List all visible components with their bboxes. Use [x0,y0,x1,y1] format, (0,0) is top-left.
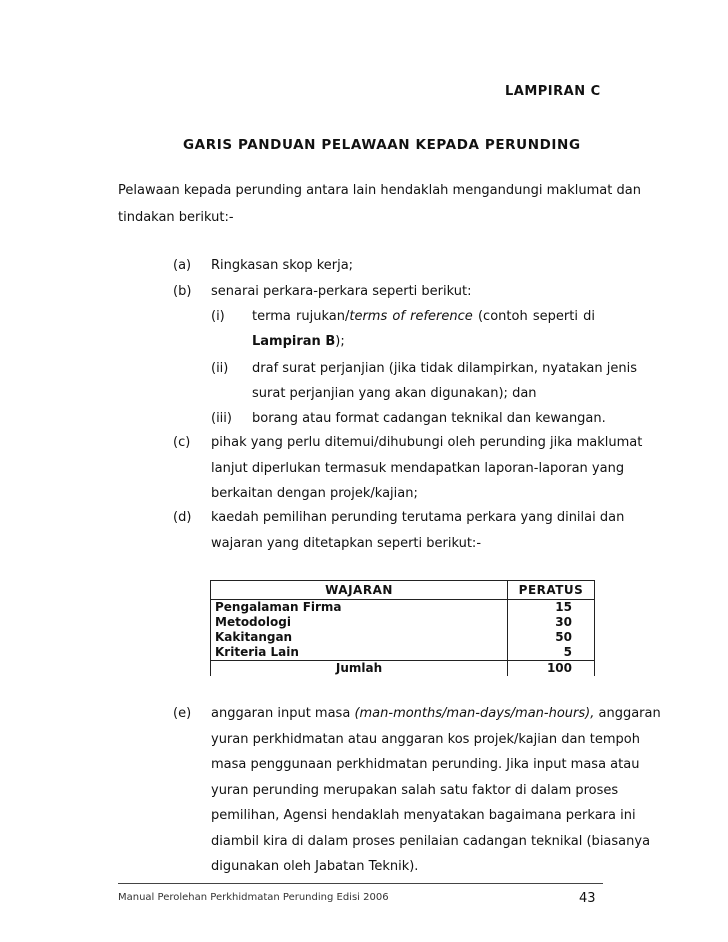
table-row [211,615,595,630]
footer-divider [118,883,603,884]
sub-ii-line-1: draf surat perjanjian (jika tidak dilampirkan, nyatakan jenis [252,361,637,376]
sub-iii-marker: (iii) [211,411,232,426]
sub-i-pre: terma rujukan/ [252,309,350,324]
item-e-line-6: diambil kira di dalam proses penilaian cadangan teknikal (biasanya [211,834,651,849]
sub-i-line-2 [252,334,345,349]
item-e-line-5: pemilihan, Agensi hendaklah menyatakan bagaimana perkara ini [211,808,636,823]
table-cell-value: 30 [508,615,595,630]
appendix-label: LAMPIRAN C [505,84,601,99]
item-e-line-2: yuran perkhidmatan atau anggaran kos projek/kajian dan tempoh [211,732,640,747]
item-a-marker: (a) [173,258,192,273]
item-e-marker: (e) [173,706,192,721]
sub-iii-text: borang atau format cadangan teknikal dan kewangan. [252,411,606,426]
sub-i-bold: Lampiran B [252,334,336,349]
table-cell-value: 15 [508,600,595,616]
weighting-table [210,580,595,676]
table-cell-label: Metodologi [211,615,508,630]
page-title: GARIS PANDUAN PELAWAAN KEPADA PERUNDING [183,137,581,153]
item-b-text: senarai perkara-perkara seperti berikut: [211,284,472,299]
table-row [211,630,595,645]
item-e-line-3: masa penggunaan perkhidmatan perunding. Jika input masa atau [211,757,640,772]
intro-line-2: tindakan berikut:- [118,210,234,225]
item-d-line-1: kaedah pemilihan perunding terutama perkara yang dinilai dan [211,510,625,525]
table-total-label: Jumlah [211,661,508,677]
table-row [211,600,595,616]
item-e-pre: anggaran input masa [211,706,355,721]
table-total-row [211,661,595,677]
sub-i-line2-post: ); [335,334,345,349]
item-c-line-1: pihak yang perlu ditemui/dihubungi oleh perunding jika maklumat [211,435,643,450]
table-total-value: 100 [508,661,595,677]
intro-line-1: Pelawaan kepada perunding antara lain hendaklah mengandungi maklumat dan [118,183,641,198]
item-c-marker: (c) [173,435,191,450]
table-cell-value: 5 [508,645,595,661]
item-e-post: anggaran [594,706,661,721]
page-number: 43 [579,891,596,906]
item-e-line-4: yuran perunding merupakan salah satu faktor di dalam proses [211,783,619,798]
item-e-line-1 [211,706,661,721]
sub-i-marker: (i) [211,309,225,324]
table-cell-value: 50 [508,630,595,645]
item-a-text: Ringkasan skop kerja; [211,258,354,273]
item-c-line-3: berkaitan dengan projek/kajian; [211,486,418,501]
table-cell-label: Pengalaman Firma [211,600,508,616]
footer-text: Manual Perolehan Perkhidmatan Perunding Edisi 2006 [118,892,389,903]
table-cell-label: Kakitangan [211,630,508,645]
sub-ii-line-2: surat perjanjian yang akan digunakan); dan [252,386,537,401]
item-e-italic: (man-months/man-days/man-hours), [354,706,595,721]
table-header-row [211,581,595,600]
table-row [211,645,595,661]
item-d-marker: (d) [173,510,192,525]
item-b-marker: (b) [173,284,192,299]
table-header-peratus: PERATUS [508,581,595,600]
item-d-line-2: wajaran yang ditetapkan seperti berikut:- [211,536,482,551]
table-header-wajaran: WAJARAN [211,581,508,600]
item-c-line-2: lanjut diperlukan termasuk mendapatkan laporan-laporan yang [211,461,625,476]
sub-i-italic: terms of reference [349,309,473,324]
table-cell-label: Kriteria Lain [211,645,508,661]
sub-ii-marker: (ii) [211,361,229,376]
item-e-line-7: digunakan oleh Jabatan Teknik). [211,859,419,874]
sub-i-line-1 [252,309,595,324]
sub-i-post: (contoh seperti di [472,309,595,324]
